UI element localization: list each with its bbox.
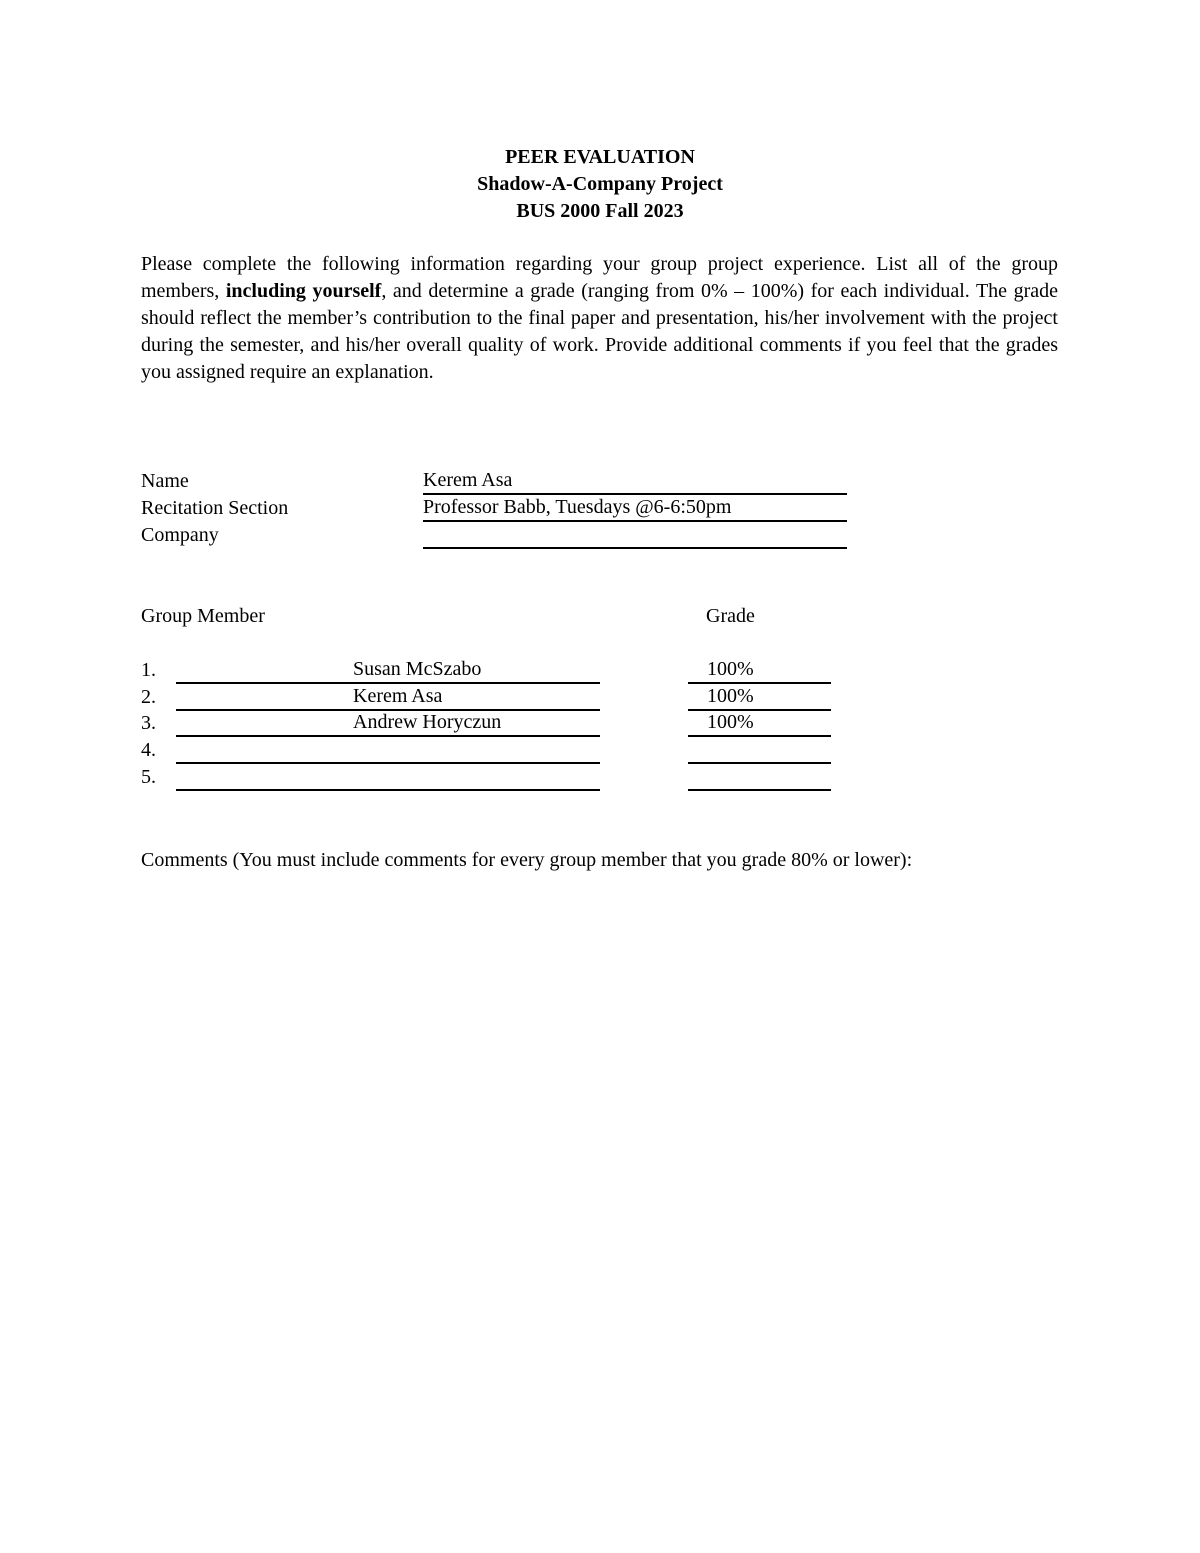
member-row <box>141 657 841 684</box>
comments-label: Comments (You must include comments for every group member that you grade 80% or lower): <box>141 849 913 871</box>
member-grade-field[interactable] <box>688 684 831 711</box>
instructions-text-start: Please complete the following information regarding your group project experience. List all of the group members, <box>141 253 1058 302</box>
member-row <box>141 710 841 737</box>
instructions-paragraph <box>141 251 1058 386</box>
member-grade: 100% <box>707 711 754 733</box>
course-label: BUS 2000 Fall 2023 <box>516 200 684 222</box>
member-grade: 100% <box>707 658 754 680</box>
instructions-text-end: , and determine a grade (ranging from 0% – 100%) for each individual. The grade should reflect the member’s contribution to the final paper and presentation, his/her involvement with the project during the semester, and his/her overall quality of work. Provide additional comments if you feel that the grades you assigned require an explanation. <box>141 280 1058 383</box>
recitation-section-value: Professor Babb, Tuesdays @6-6:50pm <box>423 496 732 518</box>
grade-header: Grade <box>706 605 755 627</box>
member-number: 1. <box>141 659 156 681</box>
member-name: Susan McSzabo <box>353 658 482 680</box>
name-value: Kerem Asa <box>423 469 513 491</box>
name-field[interactable] <box>423 468 847 495</box>
member-grade-field[interactable] <box>688 764 831 791</box>
member-grade-field[interactable] <box>688 657 831 684</box>
member-row <box>141 684 841 711</box>
member-name-field[interactable] <box>176 657 600 684</box>
member-number: 4. <box>141 739 156 761</box>
document-subtitle: Shadow-A-Company Project <box>477 173 723 195</box>
member-number: 5. <box>141 766 156 788</box>
group-member-header: Group Member <box>141 605 265 627</box>
name-label: Name <box>141 470 189 492</box>
company-field[interactable] <box>423 522 847 549</box>
member-name-field[interactable] <box>176 764 600 791</box>
member-number: 3. <box>141 712 156 734</box>
member-name-field[interactable] <box>176 710 600 737</box>
member-name: Andrew Horyczun <box>353 711 502 733</box>
member-name-field[interactable] <box>176 684 600 711</box>
document-heading <box>0 144 1200 225</box>
member-name-field[interactable] <box>176 737 600 764</box>
member-row <box>141 764 841 791</box>
member-grade: 100% <box>707 685 754 707</box>
member-grade-field[interactable] <box>688 710 831 737</box>
member-number: 2. <box>141 686 156 708</box>
recitation-section-label: Recitation Section <box>141 497 289 519</box>
member-row <box>141 737 841 764</box>
document-title: PEER EVALUATION <box>505 146 695 168</box>
member-name: Kerem Asa <box>353 685 443 707</box>
instructions-emphasis: including yourself <box>225 280 382 302</box>
company-label: Company <box>141 524 219 546</box>
recitation-section-field[interactable] <box>423 495 847 522</box>
member-grade-field[interactable] <box>688 737 831 764</box>
